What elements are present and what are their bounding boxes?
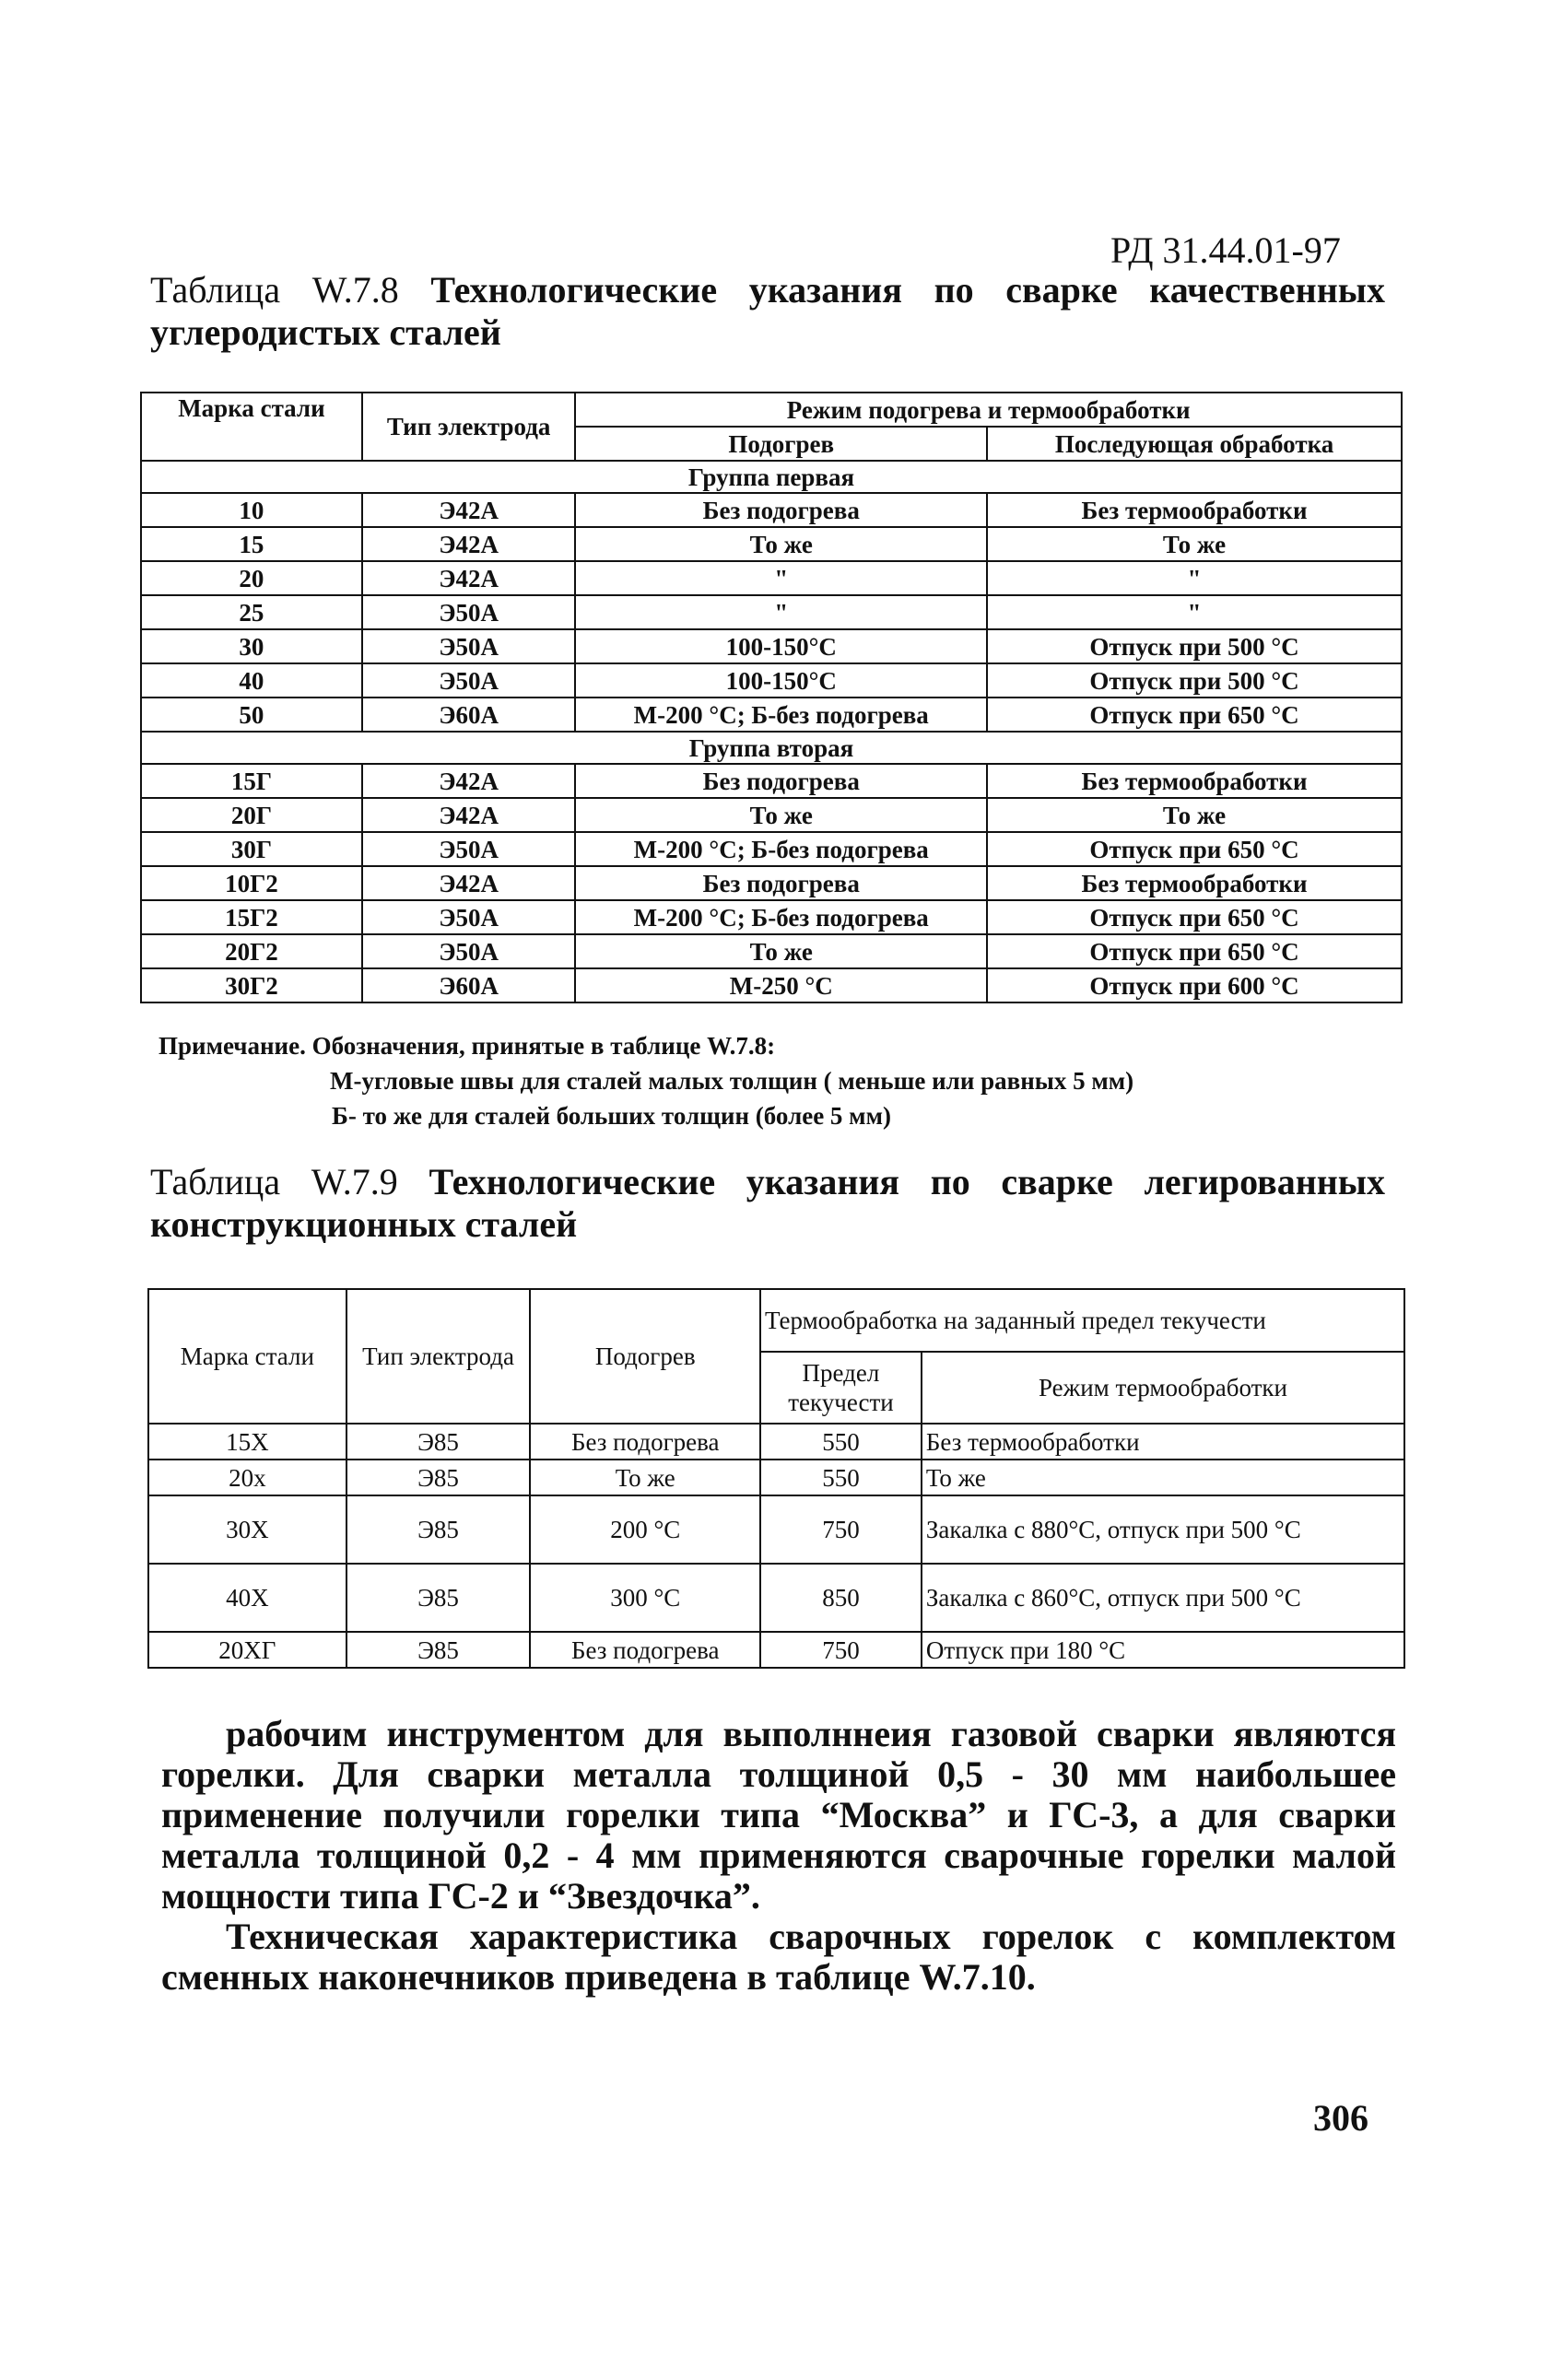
table-row bbox=[141, 698, 1402, 732]
t1-cell-treatment: Отпуск при 650 °С bbox=[987, 934, 1402, 968]
table-row bbox=[148, 1632, 1404, 1668]
t1-cell-grade: 20Г bbox=[141, 798, 362, 832]
t2-cell-mode: Закалка с 880°С, отпуск при 500 °С bbox=[922, 1495, 1404, 1564]
t2-cell-electrode: Э85 bbox=[346, 1424, 531, 1460]
t2-cell-grade: 20ХГ bbox=[148, 1632, 346, 1668]
t1-cell-preheat: Без подогрева bbox=[575, 764, 987, 798]
t1-cell-preheat: 100-150°С bbox=[575, 629, 987, 663]
table-row bbox=[148, 1564, 1404, 1632]
t2-cell-electrode: Э85 bbox=[346, 1460, 531, 1495]
t1-cell-preheat: М-200 °С; Б-без подогрева bbox=[575, 832, 987, 866]
t1-cell-electrode: Э50А bbox=[362, 629, 576, 663]
t2-header-electrode-type: Тип электрода bbox=[346, 1289, 531, 1424]
table-row bbox=[141, 832, 1402, 866]
table2 bbox=[147, 1288, 1405, 1669]
t1-cell-preheat: М-200 °С; Б-без подогрева bbox=[575, 698, 987, 732]
t1-header-post-treatment: Последующая обработка bbox=[987, 427, 1402, 461]
t1-cell-treatment: То же bbox=[987, 527, 1402, 561]
t1-cell-treatment: Отпуск при 650 °С bbox=[987, 832, 1402, 866]
t2-cell-electrode: Э85 bbox=[346, 1632, 531, 1668]
table-row bbox=[141, 663, 1402, 698]
t2-header-heat-treatment: Термообработка на заданный предел текучести bbox=[760, 1289, 1404, 1352]
t1-header-electrode-type: Тип электрода bbox=[362, 393, 576, 461]
t1-cell-preheat: " bbox=[575, 595, 987, 629]
t1-cell-electrode: Э50А bbox=[362, 900, 576, 934]
t1-header-mode: Режим подогрева и термообработки bbox=[575, 393, 1402, 427]
t1-cell-grade: 10Г2 bbox=[141, 866, 362, 900]
t1-cell-treatment: Отпуск при 500 °С bbox=[987, 629, 1402, 663]
t1-cell-preheat: М-250 °С bbox=[575, 968, 987, 1002]
t1-cell-electrode: Э42А bbox=[362, 866, 576, 900]
t2-cell-grade: 40Х bbox=[148, 1564, 346, 1632]
t1-cell-preheat: То же bbox=[575, 934, 987, 968]
t1-cell-electrode: Э50А bbox=[362, 832, 576, 866]
t1-cell-treatment: Без термообработки bbox=[987, 866, 1402, 900]
t2-cell-mode: Отпуск при 180 °С bbox=[922, 1632, 1404, 1668]
table1-title-prefix: Таблица W.7.8 bbox=[150, 269, 399, 311]
t2-cell-mode: Без термообработки bbox=[922, 1424, 1404, 1460]
t1-cell-electrode: Э42А bbox=[362, 527, 576, 561]
t1-cell-electrode: Э50А bbox=[362, 595, 576, 629]
table-row bbox=[141, 798, 1402, 832]
t2-cell-yield: 550 bbox=[760, 1460, 922, 1495]
t1-cell-electrode: Э50А bbox=[362, 663, 576, 698]
t1-cell-treatment: Отпуск при 650 °С bbox=[987, 900, 1402, 934]
page-number: 306 bbox=[1313, 2097, 1368, 2139]
table-row bbox=[141, 629, 1402, 663]
t1-cell-electrode: Э42А bbox=[362, 798, 576, 832]
t2-cell-grade: 20х bbox=[148, 1460, 346, 1495]
t1-cell-treatment: То же bbox=[987, 798, 1402, 832]
table-row bbox=[141, 866, 1402, 900]
table2-title-prefix: Таблица W.7.9 bbox=[150, 1161, 398, 1202]
table-row bbox=[141, 900, 1402, 934]
t1-cell-preheat: То же bbox=[575, 527, 987, 561]
t2-cell-mode: Закалка с 860°С, отпуск при 500 °С bbox=[922, 1564, 1404, 1632]
t1-cell-grade: 15Г2 bbox=[141, 900, 362, 934]
t1-cell-preheat: Без подогрева bbox=[575, 866, 987, 900]
table-row bbox=[148, 1424, 1404, 1460]
t1-cell-electrode: Э42А bbox=[362, 764, 576, 798]
t1-cell-grade: 30Г2 bbox=[141, 968, 362, 1002]
t1-cell-treatment: Отпуск при 650 °С bbox=[987, 698, 1402, 732]
t1-cell-preheat: М-200 °С; Б-без подогрева bbox=[575, 900, 987, 934]
t2-header-steel-grade: Марка стали bbox=[148, 1289, 346, 1424]
t1-cell-electrode: Э50А bbox=[362, 934, 576, 968]
t2-cell-grade: 30Х bbox=[148, 1495, 346, 1564]
t1-cell-treatment: Без термообработки bbox=[987, 764, 1402, 798]
t1-cell-treatment: Отпуск при 600 °С bbox=[987, 968, 1402, 1002]
t2-cell-electrode: Э85 bbox=[346, 1495, 531, 1564]
t2-cell-yield: 750 bbox=[760, 1632, 922, 1668]
t1-cell-preheat: " bbox=[575, 561, 987, 595]
t1-cell-preheat: Без подогрева bbox=[575, 493, 987, 527]
t1-cell-electrode: Э42А bbox=[362, 561, 576, 595]
t1-cell-grade: 15Г bbox=[141, 764, 362, 798]
table1 bbox=[140, 392, 1403, 1003]
table-row bbox=[141, 968, 1402, 1002]
table-row bbox=[141, 934, 1402, 968]
table2-title bbox=[150, 1161, 1385, 1246]
paragraph-burners: рабочим инструментом для выполннеия газовой сварки являются горелки. Для сварки металла толщиной 0,5 - 30 мм наибольшее применение получили горелки типа “Москва” и ГС-3, а для сварки металла толщиной 0,2 - 4 мм применяются сварочные горелки малой мощности типа ГС-2 и “Звездочка”. bbox=[161, 1713, 1396, 1917]
t1-cell-grade: 10 bbox=[141, 493, 362, 527]
t2-header-yield-limit: Предел текучести bbox=[760, 1352, 922, 1424]
t1-group-title: Группа первая bbox=[141, 461, 1402, 493]
t2-cell-electrode: Э85 bbox=[346, 1564, 531, 1632]
t1-cell-treatment: " bbox=[987, 595, 1402, 629]
table-row bbox=[141, 527, 1402, 561]
t1-cell-electrode: Э60А bbox=[362, 698, 576, 732]
table-row bbox=[141, 595, 1402, 629]
t1-cell-electrode: Э42А bbox=[362, 493, 576, 527]
t2-cell-yield: 550 bbox=[760, 1424, 922, 1460]
t1-cell-grade: 20Г2 bbox=[141, 934, 362, 968]
table-row bbox=[141, 493, 1402, 527]
t1-cell-grade: 25 bbox=[141, 595, 362, 629]
t2-cell-grade: 15Х bbox=[148, 1424, 346, 1460]
t1-header-steel-grade: Марка стали bbox=[141, 393, 362, 461]
table-row bbox=[148, 1460, 1404, 1495]
note-title: Примечание. Обозначения, принятые в таблице W.7.8: bbox=[159, 1032, 776, 1060]
table-row bbox=[141, 764, 1402, 798]
table-row bbox=[141, 561, 1402, 595]
table1-title bbox=[150, 269, 1385, 354]
t1-cell-electrode: Э60А bbox=[362, 968, 576, 1002]
t2-header-preheat: Подогрев bbox=[530, 1289, 760, 1424]
t2-header-mode: Режим термообработки bbox=[922, 1352, 1404, 1424]
t1-header-preheat: Подогрев bbox=[575, 427, 987, 461]
paragraph-reference: Техническая характеристика сварочных горелок с комплектом сменных наконечников приведена в таблице W.7.10. bbox=[161, 1916, 1396, 1998]
t1-group-title: Группа вторая bbox=[141, 732, 1402, 764]
t1-cell-grade: 40 bbox=[141, 663, 362, 698]
t1-cell-treatment: " bbox=[987, 561, 1402, 595]
t2-cell-yield: 850 bbox=[760, 1564, 922, 1632]
t1-cell-treatment: Отпуск при 500 °С bbox=[987, 663, 1402, 698]
t1-cell-treatment: Без термообработки bbox=[987, 493, 1402, 527]
table2-title-text: Технологические указания по сварке легированных конструкционных сталей bbox=[150, 1161, 1386, 1245]
document-code: РД 31.44.01-97 bbox=[1110, 229, 1341, 271]
t2-cell-yield: 750 bbox=[760, 1495, 922, 1564]
t2-cell-preheat: Без подогрева bbox=[530, 1424, 760, 1460]
t2-cell-preheat: 300 °С bbox=[530, 1564, 760, 1632]
table1-title-text: Технологические указания по сварке качественных углеродистых сталей bbox=[150, 269, 1386, 353]
t1-cell-preheat: 100-150°С bbox=[575, 663, 987, 698]
t1-cell-grade: 50 bbox=[141, 698, 362, 732]
t1-cell-grade: 20 bbox=[141, 561, 362, 595]
t1-cell-grade: 30Г bbox=[141, 832, 362, 866]
t1-cell-grade: 30 bbox=[141, 629, 362, 663]
t1-cell-grade: 15 bbox=[141, 527, 362, 561]
t2-cell-preheat: 200 °С bbox=[530, 1495, 760, 1564]
t1-cell-preheat: То же bbox=[575, 798, 987, 832]
note-m: М-угловые швы для сталей малых толщин ( меньше или равных 5 мм) bbox=[330, 1067, 1134, 1095]
t2-cell-preheat: То же bbox=[530, 1460, 760, 1495]
table-row bbox=[148, 1495, 1404, 1564]
note-b: Б- то же для сталей больших толщин (более 5 мм) bbox=[332, 1102, 891, 1130]
t2-cell-preheat: Без подогрева bbox=[530, 1632, 760, 1668]
t2-cell-mode: То же bbox=[922, 1460, 1404, 1495]
